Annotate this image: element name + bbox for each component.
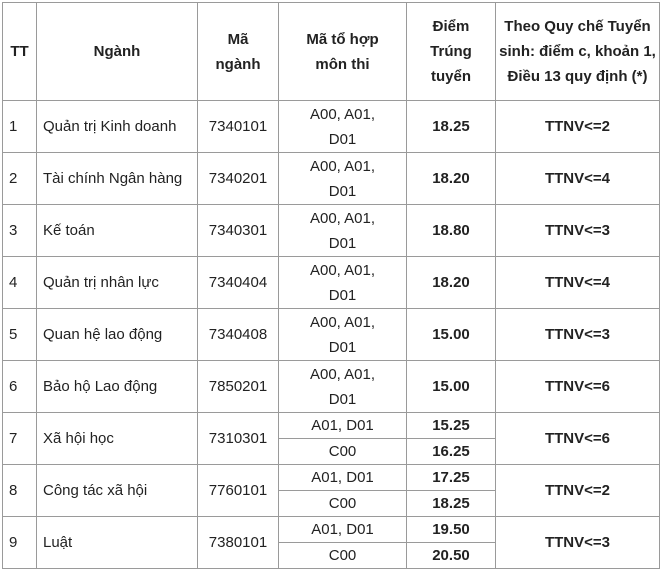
cutoff-score: 20.50: [407, 543, 496, 569]
header-score: Điểm Trúng tuyển: [407, 3, 496, 101]
row-number: 1: [3, 101, 37, 153]
priority-rule: TTNV<=4: [496, 153, 660, 205]
subject-combo: A00, A01, D01: [279, 101, 407, 153]
major-code: 7380101: [198, 517, 279, 569]
priority-rule: TTNV<=2: [496, 465, 660, 517]
cutoff-score: 19.50: [407, 517, 496, 543]
header-rule: Theo Quy chế Tuyển sinh: điểm c, khoản 1, Điều 13 quy định (*): [496, 3, 660, 101]
subject-combo: A01, D01: [279, 413, 407, 439]
row-number: 8: [3, 465, 37, 517]
table-row: [3, 413, 660, 439]
major-code: 7340101: [198, 101, 279, 153]
major-name: Kế toán: [37, 205, 198, 257]
priority-rule: TTNV<=2: [496, 101, 660, 153]
subject-combo: A00, A01, D01: [279, 205, 407, 257]
subject-combo: C00: [279, 491, 407, 517]
priority-rule: TTNV<=3: [496, 517, 660, 569]
subject-combo: A00, A01, D01: [279, 153, 407, 205]
major-name: Bảo hộ Lao động: [37, 361, 198, 413]
row-number: 7: [3, 413, 37, 465]
header-major: Ngành: [37, 3, 198, 101]
cutoff-score: 15.00: [407, 309, 496, 361]
admission-scores-table: [2, 2, 660, 569]
table-row: [3, 153, 660, 205]
major-code: 7850201: [198, 361, 279, 413]
row-number: 3: [3, 205, 37, 257]
row-number: 9: [3, 517, 37, 569]
table-row: [3, 205, 660, 257]
row-number: 5: [3, 309, 37, 361]
cutoff-score: 18.25: [407, 101, 496, 153]
major-code: 7340201: [198, 153, 279, 205]
cutoff-score: 18.25: [407, 491, 496, 517]
subject-combo: A00, A01, D01: [279, 361, 407, 413]
major-code: 7340301: [198, 205, 279, 257]
cutoff-score: 15.25: [407, 413, 496, 439]
header-combo: Mã tổ hợp môn thi: [279, 3, 407, 101]
major-code: 7340404: [198, 257, 279, 309]
major-name: Công tác xã hội: [37, 465, 198, 517]
row-number: 4: [3, 257, 37, 309]
table-row: [3, 465, 660, 491]
cutoff-score: 16.25: [407, 439, 496, 465]
major-name: Quản trị Kinh doanh: [37, 101, 198, 153]
table-row: [3, 517, 660, 543]
table-row: [3, 361, 660, 413]
priority-rule: TTNV<=4: [496, 257, 660, 309]
subject-combo: A01, D01: [279, 465, 407, 491]
subject-combo: C00: [279, 543, 407, 569]
subject-combo: A00, A01, D01: [279, 309, 407, 361]
header-tt: TT: [3, 3, 37, 101]
priority-rule: TTNV<=6: [496, 413, 660, 465]
subject-combo: C00: [279, 439, 407, 465]
major-name: Quan hệ lao động: [37, 309, 198, 361]
major-name: Quản trị nhân lực: [37, 257, 198, 309]
major-name: Xã hội học: [37, 413, 198, 465]
cutoff-score: 18.80: [407, 205, 496, 257]
cutoff-score: 17.25: [407, 465, 496, 491]
header-row: [3, 3, 660, 101]
major-code: 7760101: [198, 465, 279, 517]
major-code: 7340408: [198, 309, 279, 361]
subject-combo: A01, D01: [279, 517, 407, 543]
priority-rule: TTNV<=3: [496, 205, 660, 257]
priority-rule: TTNV<=3: [496, 309, 660, 361]
header-code: Mã ngành: [198, 3, 279, 101]
table-row: [3, 101, 660, 153]
cutoff-score: 15.00: [407, 361, 496, 413]
major-name: Tài chính Ngân hàng: [37, 153, 198, 205]
major-code: 7310301: [198, 413, 279, 465]
cutoff-score: 18.20: [407, 257, 496, 309]
priority-rule: TTNV<=6: [496, 361, 660, 413]
cutoff-score: 18.20: [407, 153, 496, 205]
table-row: [3, 309, 660, 361]
row-number: 6: [3, 361, 37, 413]
major-name: Luật: [37, 517, 198, 569]
subject-combo: A00, A01, D01: [279, 257, 407, 309]
row-number: 2: [3, 153, 37, 205]
table-row: [3, 257, 660, 309]
